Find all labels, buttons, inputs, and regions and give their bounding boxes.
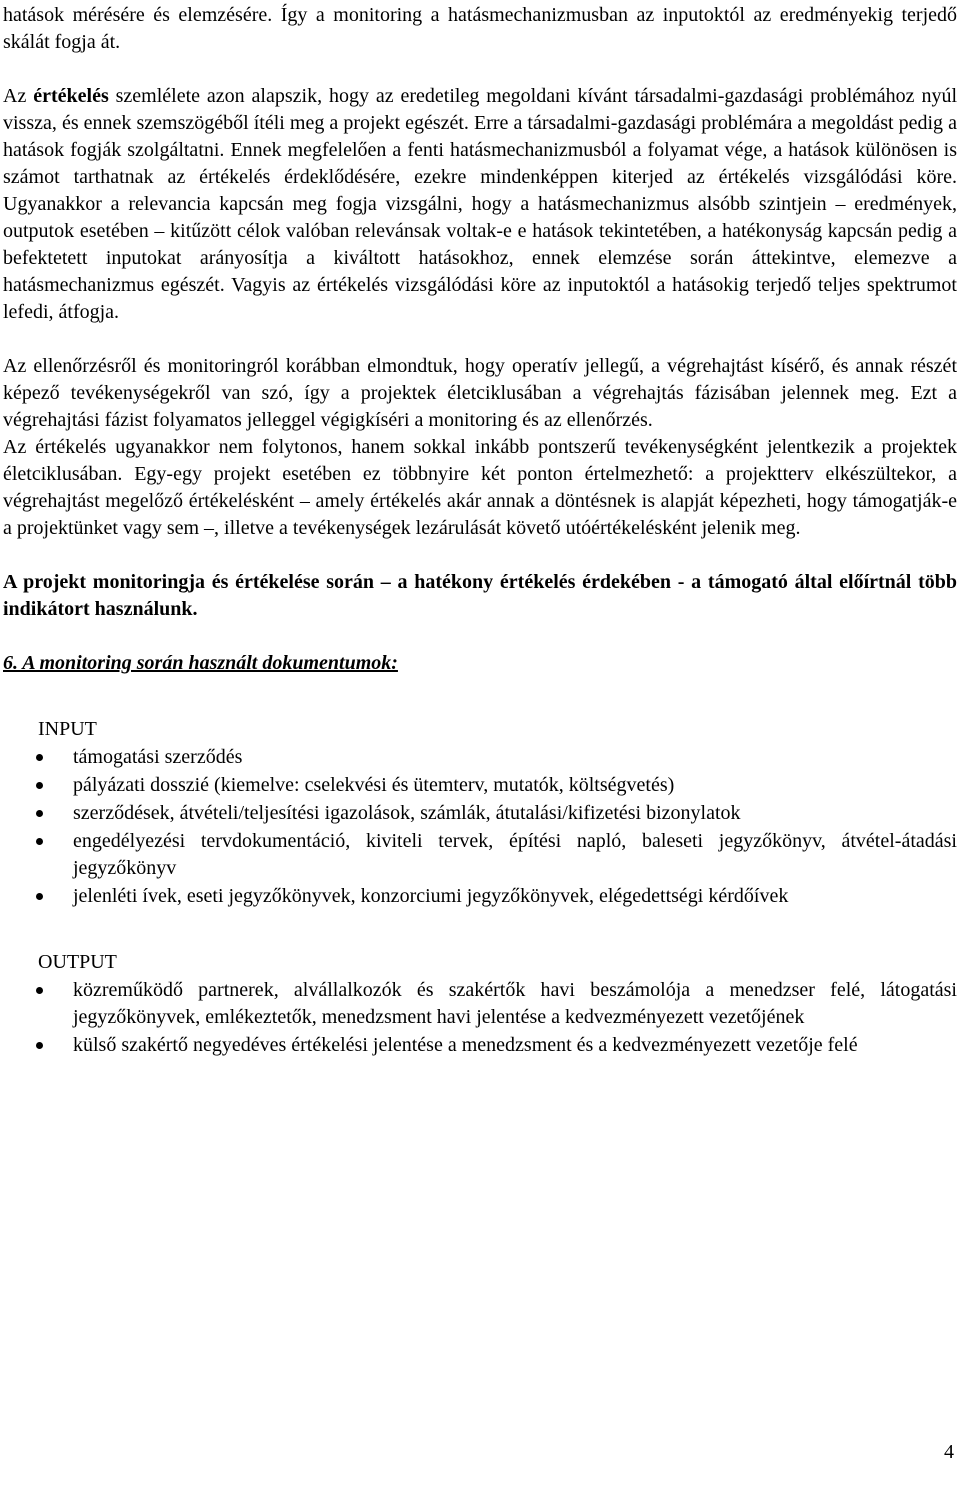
paragraph-monitoring: Az ellenőrzésről és monitoringról korábban elmondtuk, hogy operatív jellegű, a végrehajtást kísérő, és annak részét képező tevékenységekről van szó, így a projektek életciklusában a végrehajtás fázisában jelennek meg. Ezt a végrehajtási fázist folyamatos jelleggel végigkíséri a monitoring és az ellenőrzés. xyxy=(3,355,957,431)
paragraph-evaluation-body: szemlélete azon alapszik, hogy az eredetileg megoldani kívánt társadalmi-gazdasági problémához nyúl vissza, és ennek szemszögéből ítéli meg a projekt egészét. Erre a társadalmi-gazdasági problémára a megoldást pedig a hatások fogják szolgáltatni. Ennek megfelelően a fenti hatásmechanizmusból a folyamat vége, a hatások különösen is számot tarthatnak az értékelés érdeklődésére, ezekre mindenképpen kiterjed az értékelés vizsgálódási köre. Ugyanakkor a relevancia kapcsán meg fogja vizsgálni, hogy a hatásmechanizmus alsóbb szintjein – eredmények, outputok esetében – kitűzött célok valóban relevánsak voltak-e e hatások tekintetében, a hatékonyság kapcsán pedig a befektetett inputokat arányosítja a kiváltott hatásokhoz, ennek elemzése során áttekintve, elemezve a hatásmechanizmus egészét. Vagyis az értékelés vizsgálódási köre az inputoktól a hatásokig terjedő teljes spektrumot lefedi, átfogja. xyxy=(3,85,957,323)
page-number: 4 xyxy=(944,1441,954,1463)
paragraph-evaluation-timing: Az értékelés ugyanakkor nem folytonos, hanem sokkal inkább pontszerű tevékenységként jelentkezik a projektek életciklusában. Egy-egy projekt esetében ez többnyire két ponton értelmezhető: a projektterv elkészültekor, a végrehajtást megelőző értékelésként – amely értékelés akár annak a döntésnek is alapját képezheti, hogy támogatják-e a projektünket vagy sem –, illetve a tevékenységek lezárulását követő utóértékelésként jelenik meg. xyxy=(3,436,957,539)
output-list-title: OUTPUT xyxy=(38,951,117,973)
bullet-icon xyxy=(36,987,43,994)
input-list xyxy=(3,744,957,910)
bold-statement: A projekt monitoringja és értékelése során – a hatékony értékelés érdekében - a támogató által előírtnál több indikátort használunk. xyxy=(3,571,957,620)
bullet-icon xyxy=(36,1042,43,1049)
list-item-text: engedélyezési tervdokumentáció, kiviteli tervek, építési napló, baleseti jegyzőkönyv, átvétel-átadási jegyzőkönyv xyxy=(73,830,957,879)
list-item-text: közreműködő partnerek, alvállalkozók és szakértők havi beszámolója a menedzser felé, látogatási jegyzőkönyvek, emlékeztetők, menedzsment havi jelentése a kedvezményezett vezetőjének xyxy=(73,979,957,1028)
list-item-text: szerződések, átvételi/teljesítési igazolások, számlák, átutalási/kifizetési bizonylatok xyxy=(73,802,741,824)
bullet-icon xyxy=(36,838,43,845)
bullet-icon xyxy=(36,893,43,900)
list-item xyxy=(3,977,957,1031)
list-item-text: támogatási szerződés xyxy=(73,746,243,768)
output-list xyxy=(3,977,957,1059)
paragraph-evaluation-lead: Az xyxy=(3,85,34,107)
list-item-text: külső szakértő negyedéves értékelési jelentése a menedzsment és a kedvezményezett vezetője felé xyxy=(73,1034,858,1056)
paragraph-evaluation xyxy=(3,83,957,326)
input-list-title: INPUT xyxy=(38,718,97,740)
evaluation-term: értékelés xyxy=(33,85,109,107)
list-item xyxy=(3,744,957,771)
list-item xyxy=(3,883,957,910)
list-item-text: pályázati dosszié (kiemelve: cselekvési és ütemterv, mutatók, költségvetés) xyxy=(73,774,675,796)
document-page xyxy=(3,2,957,1059)
bullet-icon xyxy=(36,782,43,789)
list-item xyxy=(3,772,957,799)
list-item xyxy=(3,828,957,882)
list-item xyxy=(3,1032,957,1059)
bullet-icon xyxy=(36,754,43,761)
list-item-text: jelenléti ívek, eseti jegyzőkönyvek, konzorciumi jegyzőkönyvek, elégedettségi kérdőívek xyxy=(73,885,789,907)
bullet-icon xyxy=(36,810,43,817)
section-heading: 6. A monitoring során használt dokumentumok: xyxy=(3,652,398,674)
paragraph-intro: hatások mérésére és elemzésére. Így a monitoring a hatásmechanizmusban az inputoktól az eredményekig terjedő skálát fogja át. xyxy=(3,4,957,53)
list-item xyxy=(3,800,957,827)
